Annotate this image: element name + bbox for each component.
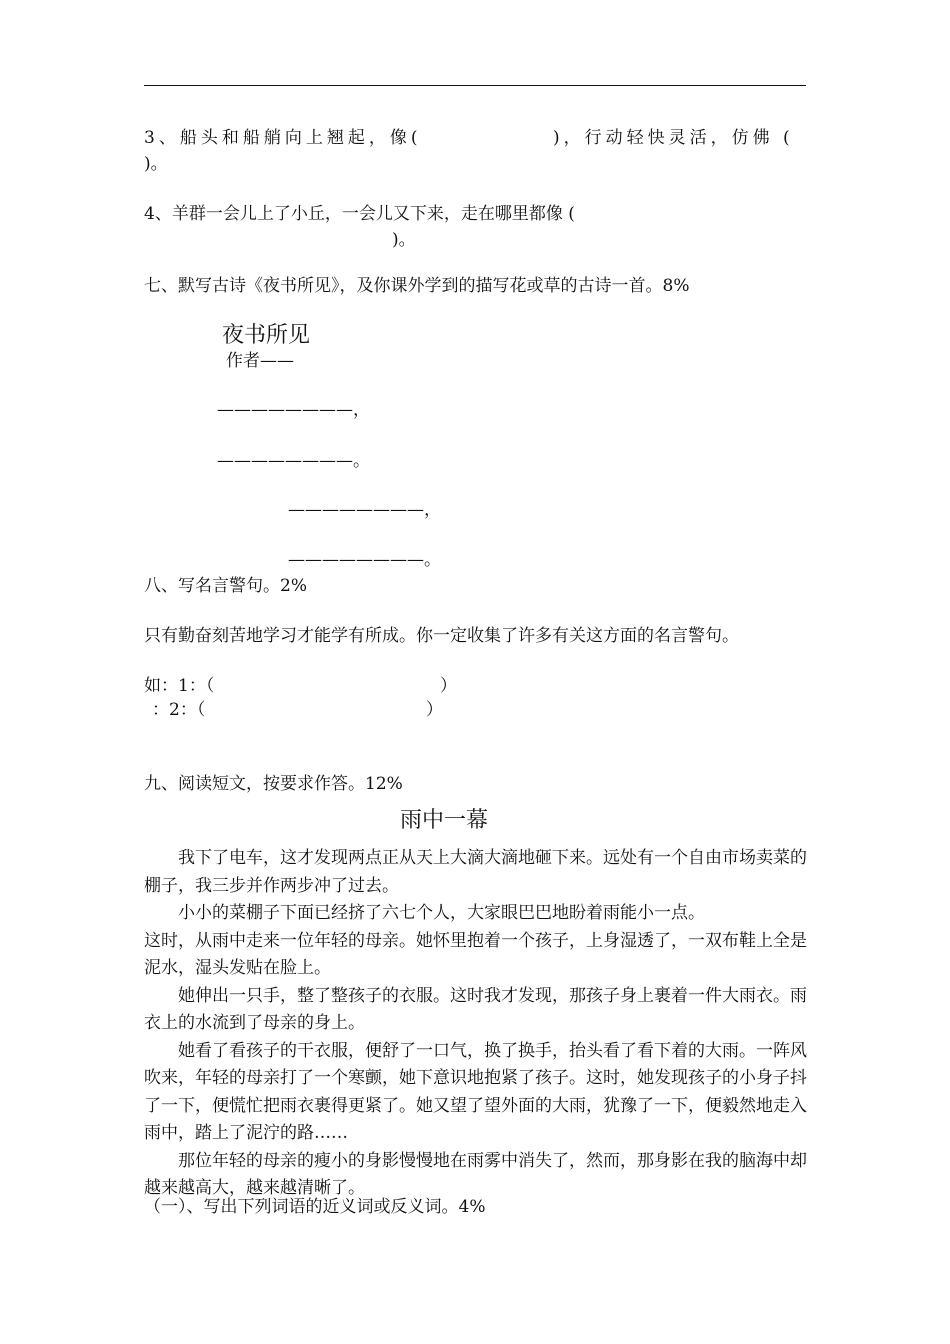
story-paragraph: 她伸出一只手，整了整孩子的衣服。这时我才发现，那孩子身上裹着一件大雨衣。雨衣上的水流到了母亲的身上。: [144, 985, 807, 1033]
poem-blank-line-3: ————————，: [288, 500, 441, 520]
story-title: 雨中一幕: [400, 808, 489, 833]
q3-line2: )。: [144, 154, 168, 174]
section-7-heading: 七、默写古诗《夜书所见》，及你课外学到的描写花或草的古诗一首。8%: [144, 276, 690, 296]
example-2-label: ：2：（: [152, 700, 206, 720]
q4-line1: 4、羊群一会儿上了小丘，一会儿又下来，走在哪里都像 (: [144, 204, 575, 224]
example-1-close: ）: [440, 676, 457, 696]
story-paragraph: 我下了电车，这才发现两点正从天上大滴大滴地砸下来。远处有一个自由市场卖菜的棚子，我三步并作两步冲了过去。: [144, 848, 807, 896]
q4-line2: )。: [392, 230, 416, 250]
poem-blank-line-1: ————————，: [217, 400, 370, 420]
poem-blank-line-2: ————————。: [217, 451, 370, 471]
story-paragraph: 那位年轻的母亲的瘦小的身影慢慢地在雨雾中消失了，然而，那身影在我的脑海中却越来越高大，越来越清晰了。: [144, 1150, 807, 1198]
story-paragraph: 小小的菜棚子下面已经挤了六七个人，大家眼巴巴地盼着雨能小一点。: [178, 903, 705, 923]
poem-author-line: 作者——: [226, 351, 294, 371]
story-paragraph: 这时，从雨中走来一位年轻的母亲。她怀里抱着一个孩子，上身湿透了，一双布鞋上全是泥水，湿头发贴在脸上。: [144, 930, 807, 978]
header-rule: [144, 85, 806, 86]
example-1-label: 如：1：（: [144, 676, 215, 696]
section-8-heading: 八、写名言警句。2%: [144, 576, 307, 596]
poem-blank-line-4: ————————。: [288, 550, 441, 570]
story-body: [144, 845, 808, 1203]
story-paragraph: 她看了看孩子的干衣服，便舒了一口气，换了换手，抬头看了看下着的大雨。一阵风吹来，年轻的母亲打了一个寒颤，她下意识地抱紧了孩子。这时，她发现孩子的小身子抖了一下，便慌忙把雨衣裹得更紧了。她又望了望外面的大雨，犹豫了一下，便毅然地走入雨中，踏上了泥泞的路……: [144, 1040, 807, 1143]
q3-line1-part-b: )，行动轻快灵活，仿佛 (: [553, 128, 794, 148]
subsection-1-heading: （一）、写出下列词语的近义词或反义词。4%: [144, 1197, 486, 1217]
section-8-prompt: 只有勤奋刻苦地学习才能学有所成。你一定收集了许多有关这方面的名言警句。: [144, 626, 739, 646]
section-9-heading: 九、阅读短文，按要求作答。12%: [144, 774, 403, 794]
q3-line1-part-a: 3、船头和船艄向上翘起，像(: [144, 128, 422, 148]
example-2-close: ）: [426, 700, 443, 720]
poem-title: 夜书所见: [222, 323, 311, 348]
